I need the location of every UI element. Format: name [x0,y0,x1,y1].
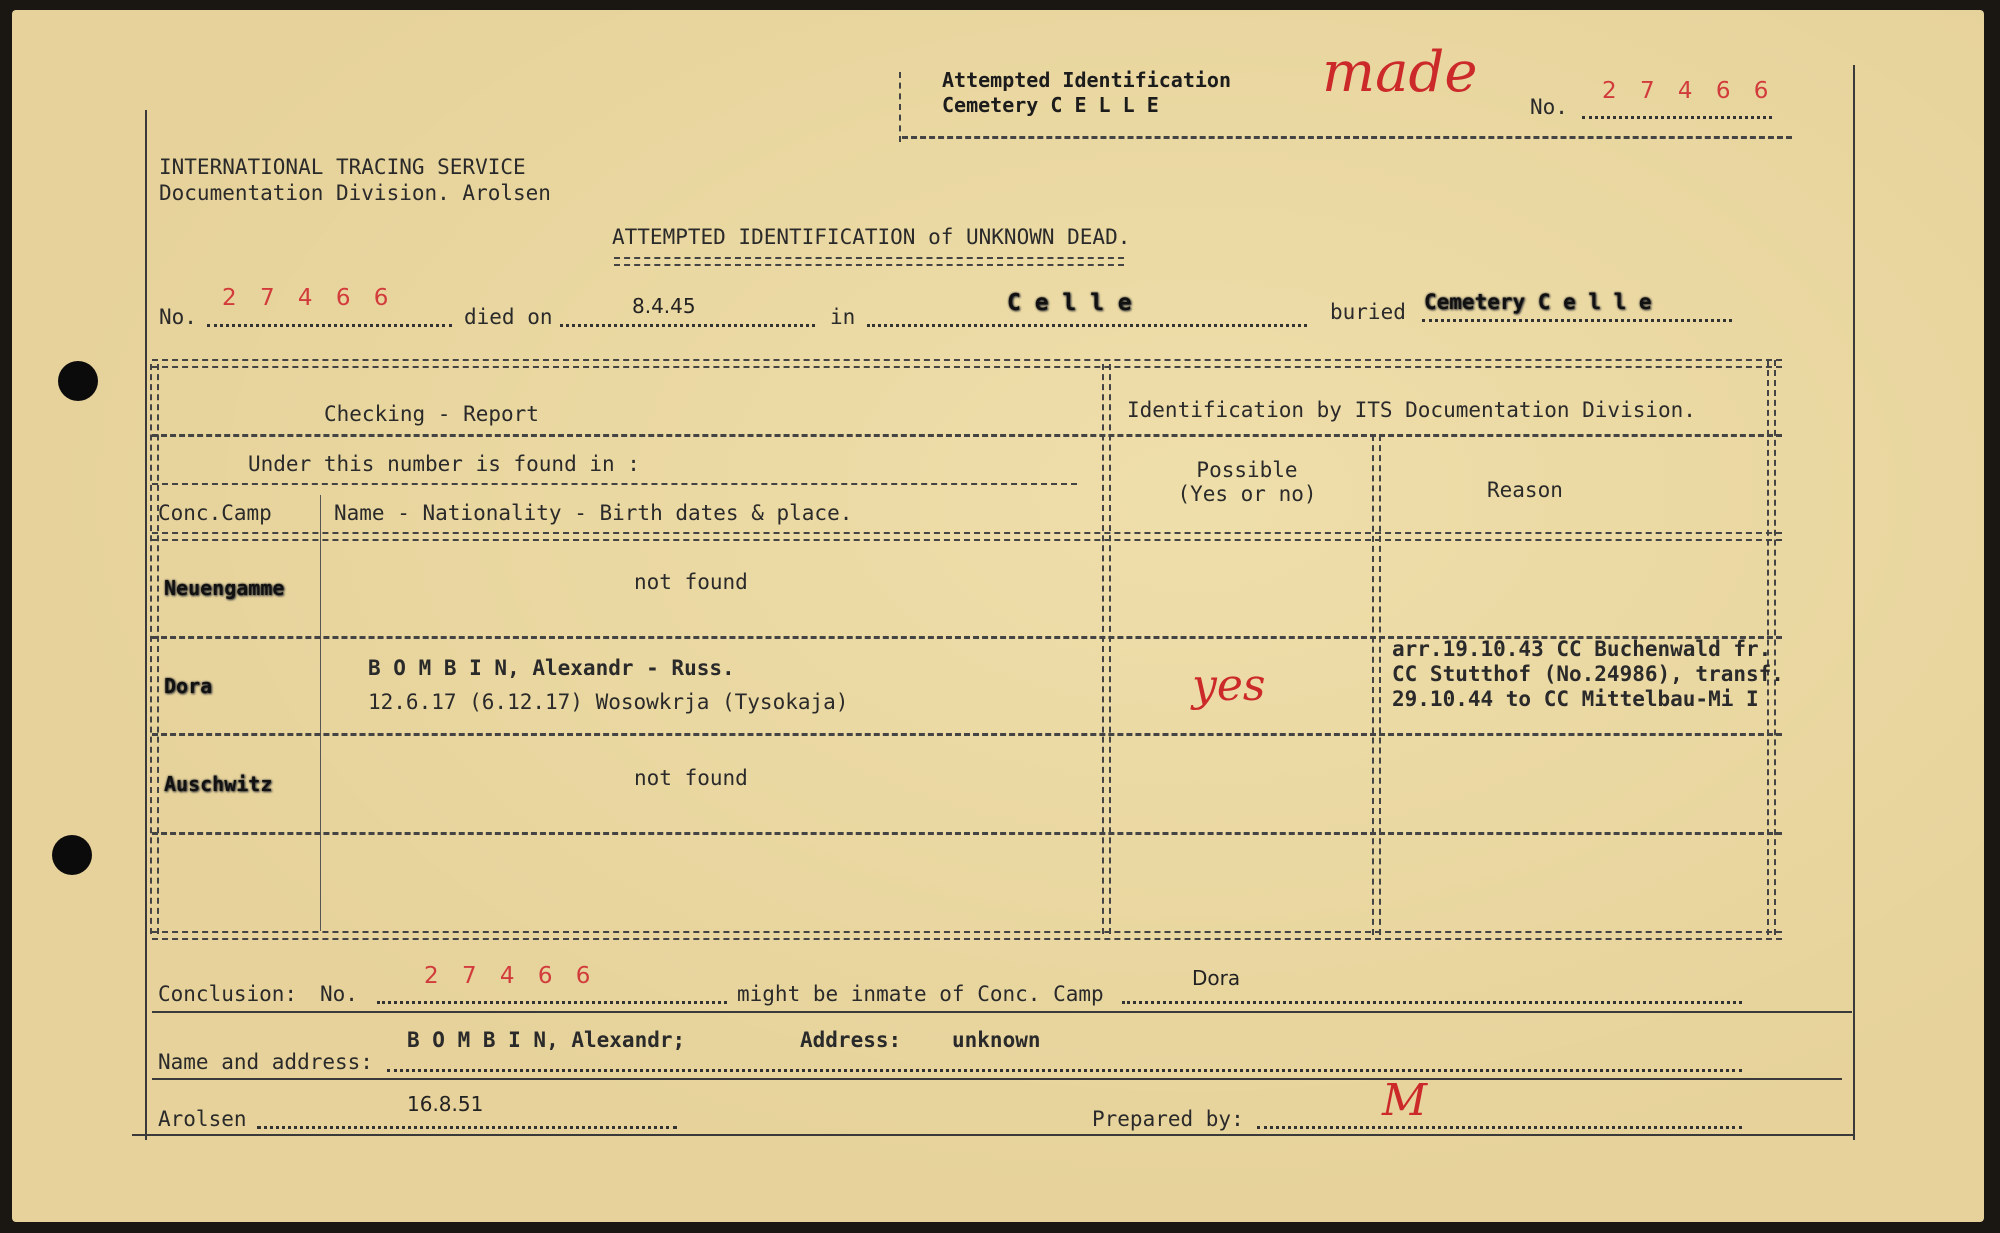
col-header-reason: Reason [1487,478,1563,502]
col-header-camp: Conc.Camp [158,501,272,525]
died-dots [560,324,815,327]
conclusion-no-dots [377,1001,727,1004]
name-address-dots [387,1069,1742,1072]
record-no-label: No. [159,305,197,329]
table-divider-main [1102,364,1111,934]
in-value: C e l l e [1007,290,1132,316]
row-line-3 [152,832,1782,835]
punch-hole-top [58,361,98,401]
footer-date-dots [257,1126,677,1129]
stamp-line-1: Attempted Identification [942,68,1231,92]
conclusion-no-label: No. [320,982,358,1006]
stamp-line-2: Cemetery C E L L E [942,93,1159,117]
address-value: unknown [952,1028,1041,1052]
name-address-name: B O M B I N, Alexandr; [407,1028,686,1052]
row-2-camp: Dora [164,674,213,698]
division-name: Documentation Division. Arolsen [159,181,551,205]
found-in-heading: Under this number is found in : [248,452,640,476]
checking-report-heading: Checking - Report [324,402,539,426]
row-1-entry: not found [634,570,748,594]
frame-left-line [145,110,147,1140]
col-header-name: Name - Nationality - Birth dates & place. [334,501,853,525]
buried-label: buried [1330,300,1406,324]
record-no-dots [207,324,452,327]
table-top-border [152,359,1782,368]
stamp-no-dots [1582,116,1772,119]
row-1-camp: Neuengamme [164,576,285,600]
address-label: Address: [800,1028,902,1052]
row-2-possible: yes [1192,660,1266,711]
died-value: 8.4.45 [632,294,696,318]
prepared-by-dots [1257,1126,1742,1129]
col-header-possible-2: (Yes or no) [1177,482,1317,506]
row-3-camp: Auschwitz [164,772,273,796]
prepared-by-label: Prepared by: [1092,1107,1244,1131]
footer-date: 16.8.51 [407,1092,484,1116]
conclusion-label: Conclusion: [158,982,298,1006]
document-card [12,10,1984,1222]
conclusion-no-value: 2 7 4 6 6 [424,963,599,989]
stamp-bottom-border [902,136,1792,139]
stamp-no-value: 2 7 4 6 6 [1602,78,1777,104]
column-header-line [152,532,1782,541]
org-name: INTERNATIONAL TRACING SERVICE [159,155,526,179]
document-title: ATTEMPTED IDENTIFICATION of UNKNOWN DEAD. [612,225,1131,249]
found-in-underline [152,483,1077,485]
punch-hole-bottom [52,835,92,875]
row-2-reason-1: arr.19.10.43 CC Buchenwald fr. [1392,637,1772,661]
buried-dots [1422,319,1732,322]
table-header-line [152,434,1782,437]
died-label: died on [464,305,553,329]
table-left-border [150,364,159,934]
table-divider-camp [320,495,321,931]
row-3-entry: not found [634,766,748,790]
table-divider-possible [1372,435,1381,935]
row-2-reason-3: 29.10.44 to CC Mittelbau-Mi I [1392,687,1759,711]
conclusion-camp-dots [1122,1001,1742,1004]
col-header-possible-1: Possible [1196,458,1298,482]
stamp-no-label: No. [1530,95,1568,119]
name-address-label: Name and address: [158,1050,373,1074]
frame-bottom-line [132,1134,1854,1136]
frame-right-line [1853,65,1855,1140]
buried-value: Cemetery C e l l e [1424,290,1652,314]
conclusion-text: might be inmate of Conc. Camp [737,982,1104,1006]
row-2-entry-line-1: B O M B I N, Alexandr - Russ. [368,656,735,680]
conclusion-rule [152,1011,1852,1013]
stamp-handwritten-note: made [1322,40,1478,105]
in-label: in [830,305,856,329]
row-2-reason-2: CC Stutthof (No.24986), transf. [1392,662,1784,686]
conclusion-camp: Dora [1192,966,1241,990]
footer-place: Arolsen [158,1107,247,1131]
name-address-rule [152,1078,1842,1080]
row-2-entry-line-2: 12.6.17 (6.12.17) Wosowkrja (Tysokaja) [368,690,849,714]
identification-heading: Identification by ITS Documentation Division. [1127,398,1696,422]
record-no-value: 2 7 4 6 6 [222,285,397,311]
in-dots [867,324,1307,327]
title-underline [614,257,1124,266]
stamp-left-border [899,72,906,142]
prepared-by-initial: M [1382,1075,1428,1126]
table-bottom-border [152,931,1782,940]
row-line-2 [152,733,1782,736]
